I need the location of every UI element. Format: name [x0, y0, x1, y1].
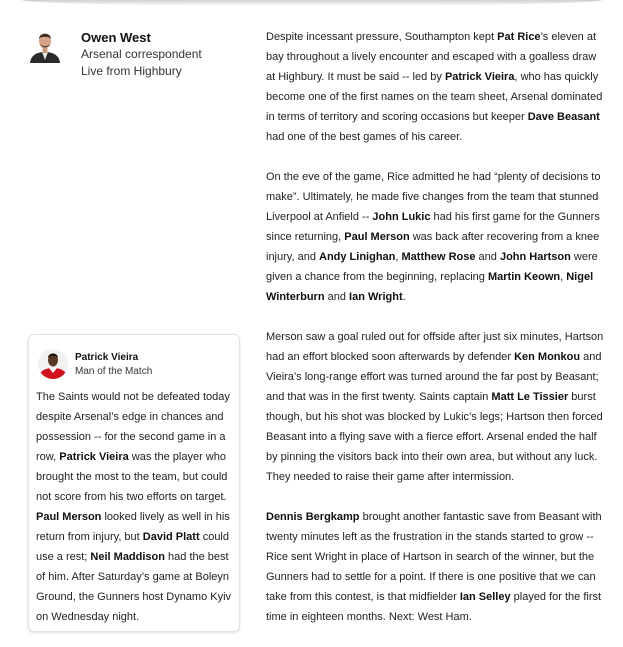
text-run: had his first game for the Gunners since returning, [266, 211, 600, 243]
text-run: , [395, 251, 402, 263]
player-name: Matt Le Tissier [491, 391, 569, 403]
text-run: . [402, 291, 406, 303]
text-run: Merson saw a goal ruled out for offside after just six minutes, Hartson had an effort blocked soon afterwards by defender [266, 331, 604, 363]
report-paragraph-3 [266, 327, 604, 487]
player-name: Patrick Vieira [59, 451, 129, 463]
text-run: were given a chance from the beginning, replacing [266, 251, 598, 283]
text-run: The Saints would not be defeated today despite Arsenal’s edge in chances and possession -- for the second game in a row, [36, 391, 230, 463]
top-divider [22, 0, 602, 6]
text-run: played for the first time in eighteen months. Next: West Ham. [266, 591, 602, 623]
player-name: John Hartson [499, 251, 571, 263]
motm-player-name: Patrick Vieira [75, 352, 139, 363]
text-run: Despite incessant pressure, Southampton kept [266, 31, 498, 43]
text-run: was back after recovering from a knee injury, and [266, 231, 600, 263]
player-name: Pat Rice [497, 31, 541, 43]
player-name: Nigel Winterburn [266, 271, 594, 303]
text-run: brought another fantastic save from Beasant with twenty minutes left as the frustration in the stands started to grow -- Rice sent Wright in place of Hartson in search of the winner, but the Gunners had to settle for a point. If there is one positive that we can take from this contest, is that midfielder [266, 511, 602, 603]
match-report [266, 27, 604, 647]
motm-label: Man of the Match [75, 366, 153, 377]
author-name: Owen West [81, 30, 151, 45]
player-name: Ian Selley [459, 591, 511, 603]
text-run: could use a rest; [36, 531, 229, 563]
player-name: John Lukic [372, 211, 431, 223]
author-avatar [28, 27, 62, 63]
text-run: was the player who brought the most to the team, but could not score from his two efforts on target. [36, 451, 228, 503]
author-location: Live from Highbury [81, 64, 182, 78]
player-name: Paul Merson [36, 511, 102, 523]
text-run: had the best of him. After Saturday’s game at Boleyn Ground, the Gunners host Dynamo Kyiv on Wednesday night. [36, 551, 232, 623]
author-byline [28, 27, 248, 87]
text-run: , who has quickly become one of the first names on the team sheet, Arsenal dominated in terms of territory and scoring occasions but keeper [266, 71, 603, 123]
text-run: and [324, 291, 350, 303]
text-run: , [560, 271, 567, 283]
player-name: Martin Keown [487, 271, 561, 283]
text-run: and Vieira’s long-range effort was turned around the far post by Beasant; and that was in the first twenty. Saints captain [266, 351, 602, 403]
text-run: ’s eleven at bay throughout a lively encounter and escaped with a goalless draw at Highbury. It must be said -- led by [266, 31, 597, 83]
text-run: had one of the best games of his career. [266, 131, 463, 143]
player-name: Paul Merson [344, 231, 410, 243]
text-run: burst though, but his shot was blocked by Lukic’s legs; Hartson then forced Beasant into a flying save with a fierce effort. Arsenal ended the half by pinning the visitors back into their own area, but without any luck. They needed to raise their game after intermission. [266, 391, 603, 483]
player-name: Ken Monkou [514, 351, 581, 363]
report-paragraph-2 [266, 167, 604, 307]
text-run: On the eve of the game, Rice admitted he had “plenty of decisions to make”. Ultimately, he made five changes from the team that stunned Liverpool at Anfield -- [266, 171, 601, 223]
report-paragraph-1 [266, 27, 604, 147]
text-run: looked lively as well in his return from injury, but [36, 511, 230, 543]
player-name: Andy Linighan [319, 251, 396, 263]
player-name: David Platt [142, 531, 200, 543]
player-name: Ian Wright [349, 291, 403, 303]
player-name: Dennis Bergkamp [266, 511, 360, 523]
player-name: Dave Beasant [527, 111, 600, 123]
player-avatar [38, 349, 68, 379]
player-name: Matthew Rose [401, 251, 476, 263]
motm-summary [36, 387, 234, 627]
man-of-the-match-card [28, 334, 240, 632]
player-name: Patrick Vieira [444, 71, 515, 83]
report-paragraph-4 [266, 507, 604, 627]
text-run: and [475, 251, 500, 263]
author-role: Arsenal correspondent [81, 47, 202, 61]
player-name: Neil Maddison [90, 551, 165, 563]
